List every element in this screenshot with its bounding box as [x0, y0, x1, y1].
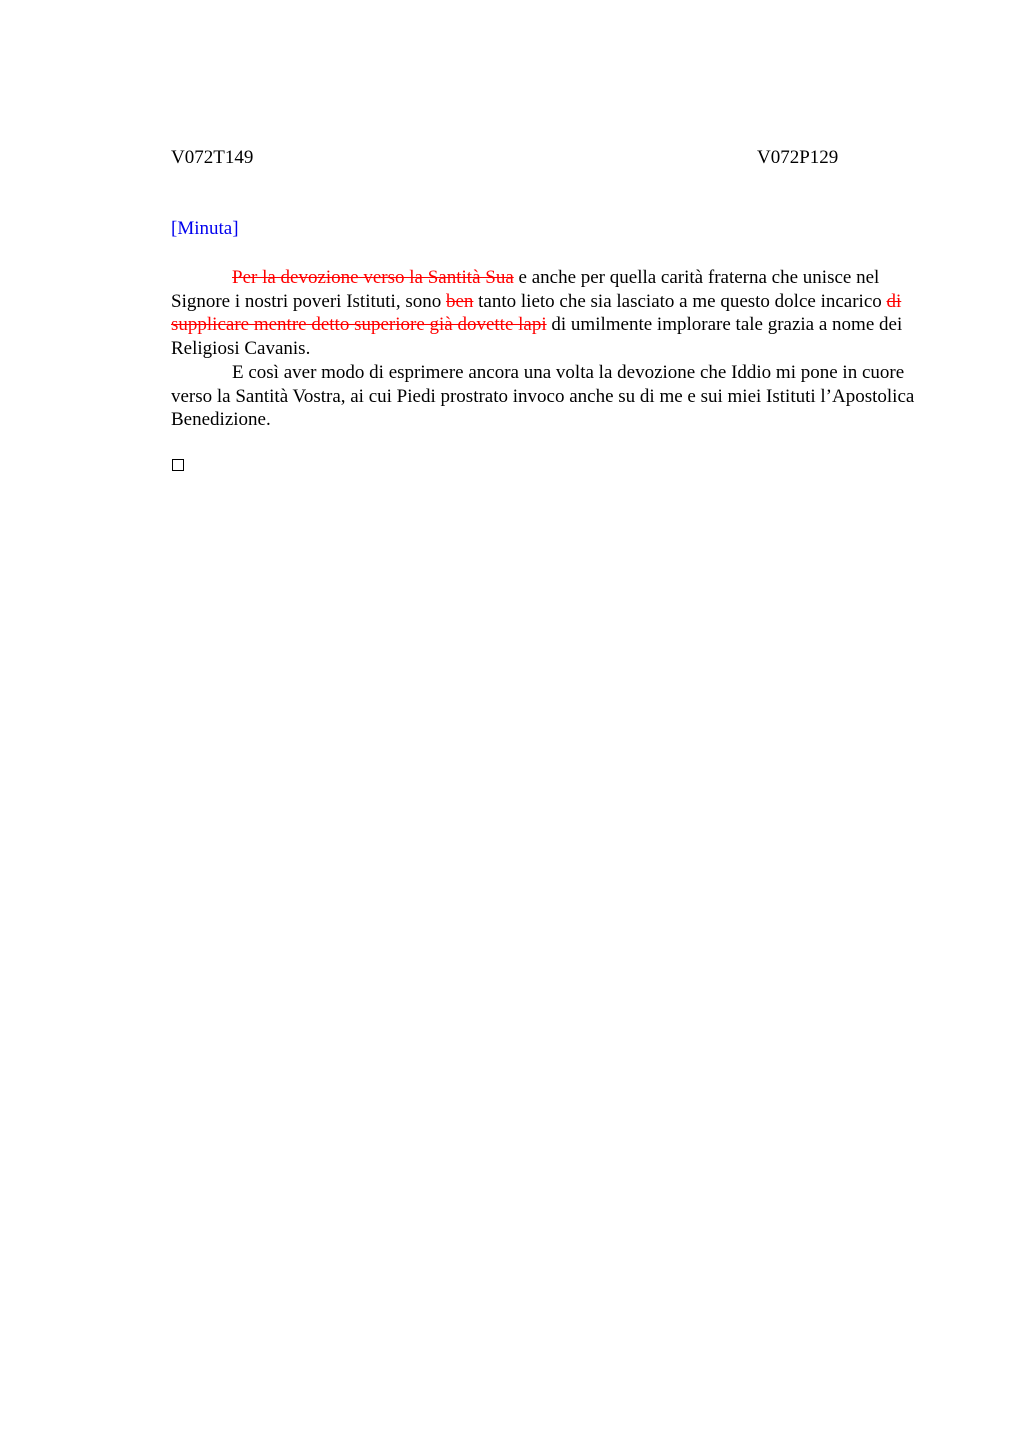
- deleted-text: di supplicare mentre detto superiore già dovette lapi: [171, 290, 902, 336]
- body-text: e anche per quella carità fraterna che unisce nel Signore i nostri poveri Istituti, sono: [171, 267, 880, 312]
- body-text: di umilmente implorare tale grazia a nome dei Religiosi Cavanis.: [171, 314, 903, 360]
- document-code-right: V072P129: [757, 147, 839, 168]
- empty-square-icon: [172, 459, 184, 471]
- letter-body: [171, 266, 931, 432]
- deleted-text: ben: [445, 290, 474, 312]
- paragraph-1: [171, 266, 931, 361]
- minuta-heading: [Minuta]: [171, 218, 239, 239]
- body-text: tanto lieto che sia lasciato a me questo dolce incarico: [473, 290, 887, 312]
- paragraph-2: E così aver modo di esprimere ancora una volta la devozione che Iddio mi pone in cuore verso la Santità Vostra, ai cui Piedi prostrato invoco anche su di me e sui miei Istituti l’Apostolica Benedizione.: [171, 361, 915, 431]
- deleted-text: Per la devozione verso la Santità Sua: [232, 267, 514, 288]
- document-code-left: V072T149: [171, 147, 254, 168]
